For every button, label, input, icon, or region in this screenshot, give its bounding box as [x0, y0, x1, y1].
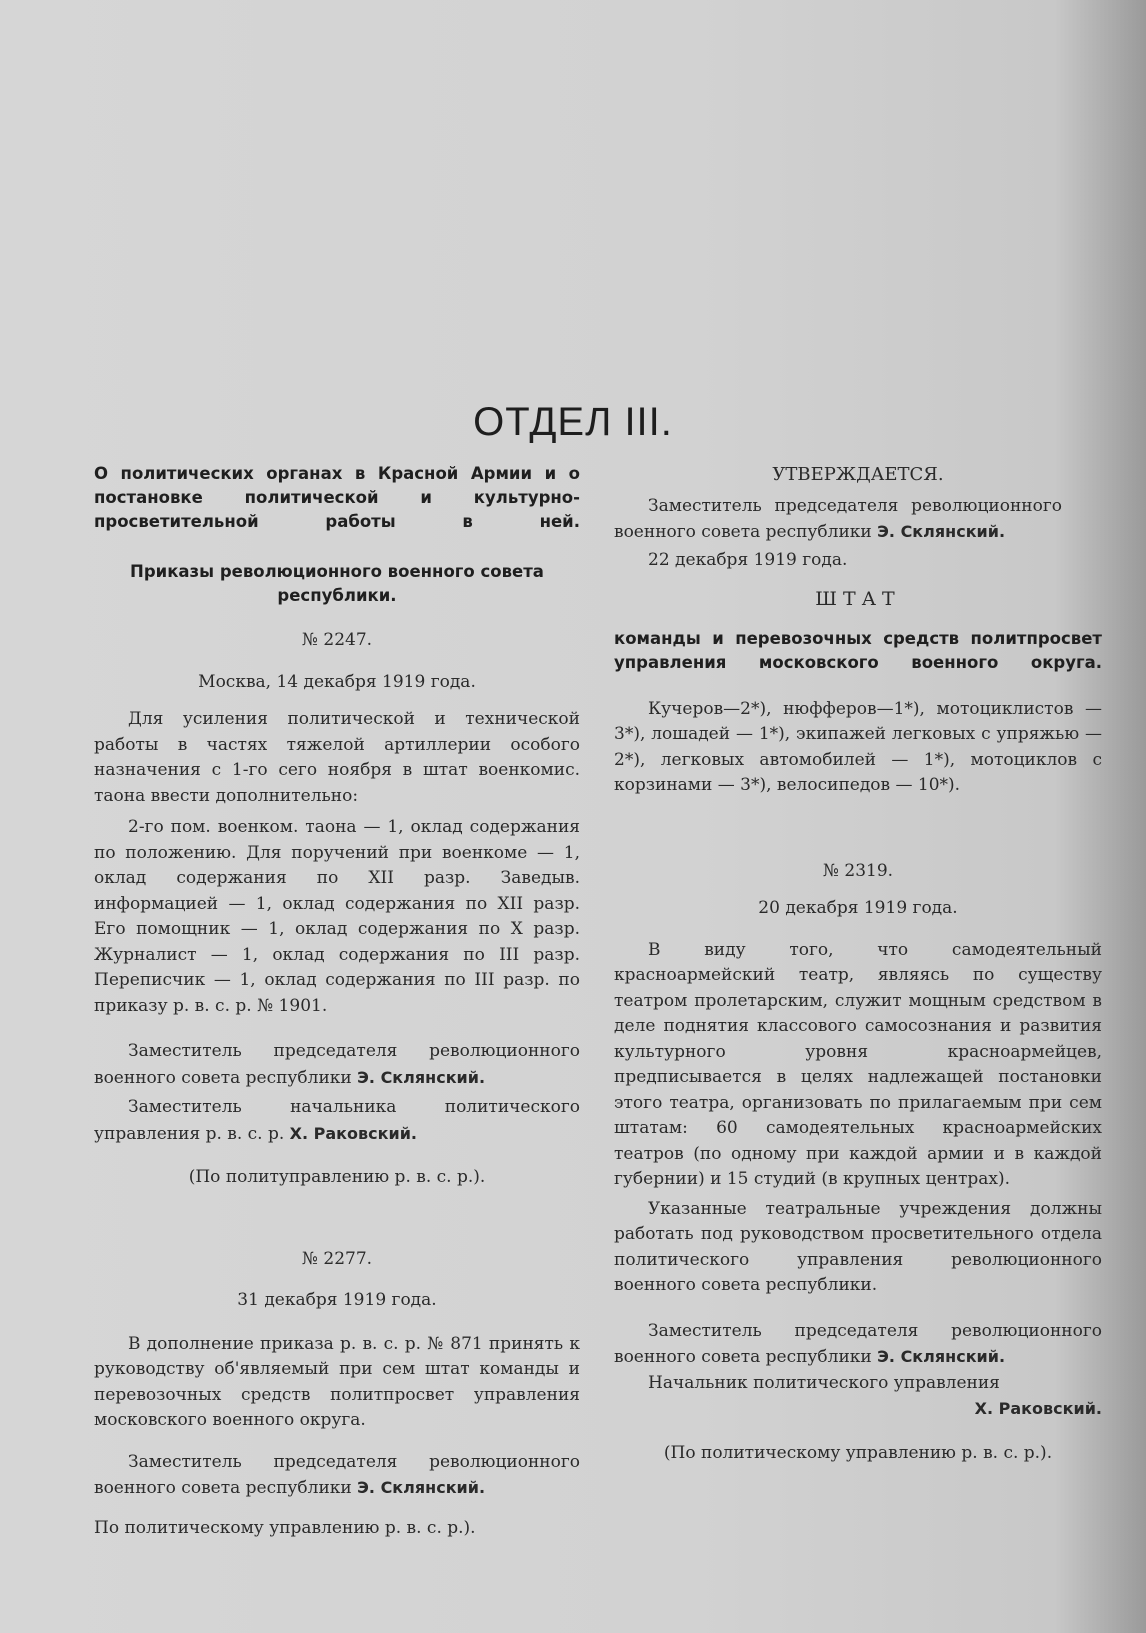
- order-number-2277: № 2277.: [301, 1248, 373, 1269]
- signature-name: Э. Склянский.: [877, 1347, 1006, 1366]
- order-2319-para1: В виду того, что самодеятельный красноармейский театр, являясь по существу театром пролетарским, служит мощным средством в деле поднятия классового самосознания и развития культурного уровня красноармейцев, предписывается в целях надлежащей постановки этого театра, организовать по прилагаемым при сем штатам: 60 самодеятельных красноармейских театров (по одному при каждой армии и в каждой губернии) и 15 студий (в крупных центрах).: [614, 939, 1102, 1189]
- signature-role: Заместитель председателя революционного военного совета республики: [94, 1451, 580, 1498]
- signature-name: Э. Склянский.: [357, 1067, 486, 1087]
- order-2319-para2: Указанные театральные учреждения должны работать под руководством просветительного отдела политического управления революционного военного совета республики.: [614, 1198, 1102, 1295]
- order-2247-para2: 2-го пом. военком. таона — 1, оклад содержания по положению. Для поручений при военкоме — 1, оклад содержания по XII разр. Заведыв. информацией — 1, оклад содержания по XII разр. Его помощник — 1, оклад содержания по X разр. Журналист — 1, оклад содержания по III разр. Переписчик — 1, оклад содержания по III разр. по приказу р. в. с. р. № 1901.: [94, 817, 580, 1016]
- order-number-2247: № 2247.: [301, 630, 373, 650]
- left-subheading: Приказы революционного военного совета республики.: [130, 562, 544, 605]
- staff-title: ШТАТ: [815, 588, 901, 610]
- order-2247-signature-1: [94, 1039, 580, 1091]
- left-column: [94, 462, 580, 1541]
- right-column: [614, 462, 1102, 1466]
- signature-name: Х. Раковский.: [974, 1399, 1102, 1418]
- order-2247-signature-2: [94, 1095, 580, 1147]
- approved-title: УТВЕРЖДАЕТСЯ.: [772, 464, 944, 485]
- approved-signature: [614, 494, 1102, 546]
- order-2319-date: 20 декабря 1919 года.: [758, 898, 958, 918]
- order-2277-signature: [94, 1450, 580, 1502]
- order-2319-signature-2-role: Начальник политического управления: [648, 1372, 1000, 1393]
- signature-name: Э. Склянский.: [877, 522, 1006, 541]
- signature-name: Э. Склянский.: [357, 1478, 486, 1497]
- order-2247-para1: Для усиления политической и технической работы в частях тяжелой артиллерии особого назначения с 1-го сего ноября в штат военкомис. таона ввести дополнительно:: [94, 709, 580, 806]
- staff-list: Кучеров—2*), нюфферов—1*), мотоциклистов — 3*), лошадей — 1*), экипажей легковых с упряжью — 2*), легковых автомобилей — 1*), мотоциклов с корзинами — 3*), велосипедов — 10*).: [614, 698, 1102, 795]
- order-number-2319: № 2319.: [822, 860, 894, 881]
- section-title: ОТДЕЛ III.: [473, 400, 673, 444]
- left-heading: О политических органах в Красной Армии и о постановке политической и культурно-просветительной работы в ней.: [94, 464, 580, 531]
- order-2247-source: (По политуправлению р. в. с. р.).: [188, 1167, 486, 1187]
- order-2319-signature-1: [614, 1319, 1102, 1371]
- order-2247-place-date: Москва, 14 декабря 1919 года.: [198, 671, 476, 692]
- signature-role: Заместитель начальника политического управления р. в. с. р.: [94, 1097, 580, 1144]
- order-2277-para1: В дополнение приказа р. в. с. р. № 871 принять к руководству об'являемый при сем штат команды и перевозочных средств политпросвет управления московского военного округа.: [94, 1333, 580, 1430]
- staff-heading: команды и перевозочных средств политпросвет управления московского военного округа.: [614, 628, 1102, 672]
- signature-role: Заместитель председателя революционного военного совета республики: [94, 1041, 580, 1088]
- signature-role: Заместитель председателя революционного военного совета республики: [614, 495, 1062, 542]
- signature-name: Х. Раковский.: [289, 1123, 417, 1143]
- approved-date: 22 декабря 1919 года.: [648, 549, 848, 570]
- order-2277-date: 31 декабря 1919 года.: [237, 1290, 437, 1310]
- order-2319-signature-2-name: [614, 1396, 1102, 1423]
- order-2319-source: (По политическому управлению р. в. с. р.).: [663, 1442, 1053, 1463]
- order-2277-source: По политическому управлению р. в. с. р.).: [94, 1517, 476, 1538]
- signature-role: Заместитель председателя революционного военного совета республики: [614, 1320, 1102, 1367]
